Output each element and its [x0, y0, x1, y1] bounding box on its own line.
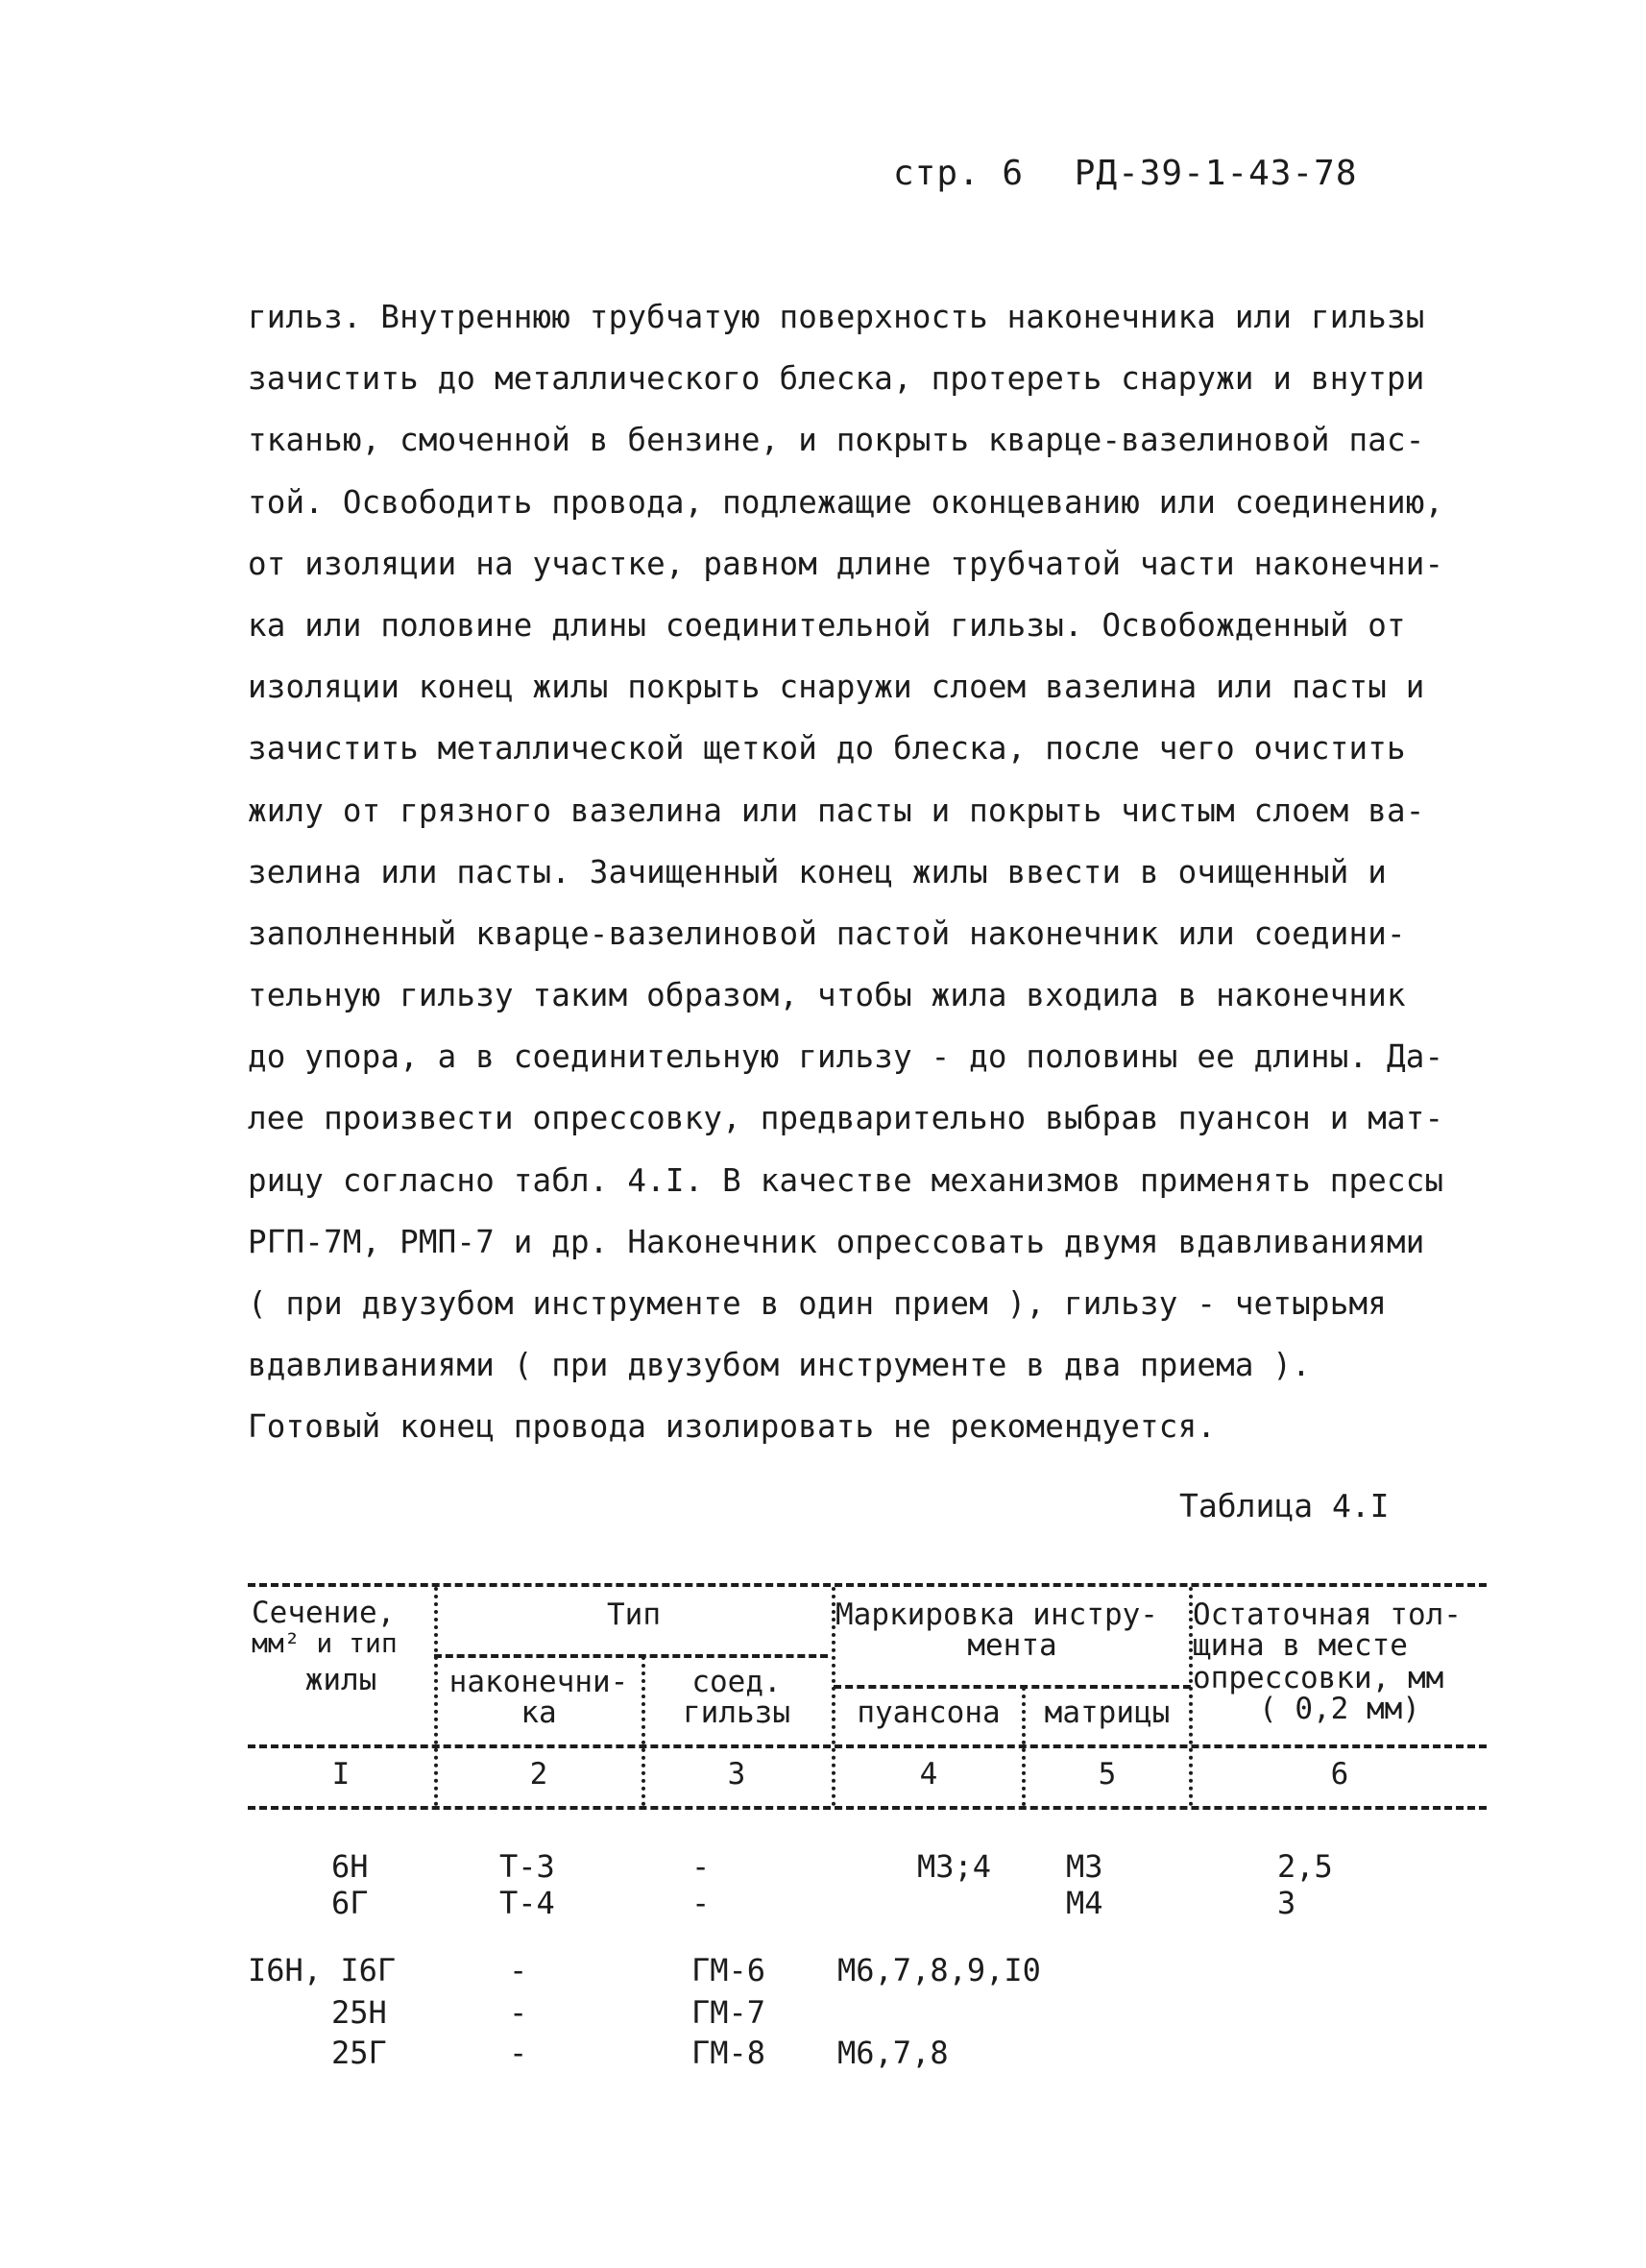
- column-number: 5: [1098, 1757, 1117, 1792]
- body-line: жилу от грязного вазелина или пасты и покрыть чистым слоем ва-: [248, 792, 1425, 829]
- body-line: лее произвести опрессовку, предварительно выбрав пуансон и мат-: [248, 1100, 1444, 1137]
- table-row-sleeve: ГМ-8: [691, 2035, 766, 2071]
- body-line: той. Освободить провода, подлежащие оконцеванию или соединению,: [248, 483, 1444, 521]
- column-number: 6: [1330, 1757, 1349, 1792]
- table-row-section: 6Н: [331, 1848, 369, 1885]
- body-line: рицу согласно табл. 4.I. В качестве механизмов применять прессы: [248, 1161, 1444, 1199]
- table-row-sleeve: ГМ-6: [691, 1952, 766, 1988]
- header-punch: пуансона: [857, 1695, 1001, 1730]
- page-number: стр. 6: [893, 154, 1025, 193]
- body-line: тканью, смоченной в бензине, и покрыть кварце-вазелиновой пас-: [248, 422, 1425, 459]
- body-line: РГП-7М, РМП-7 и др. Наконечник опрессовать двумя вдавливаниями: [248, 1223, 1425, 1260]
- body-line: до упора, а в соединительную гильзу - до половины ее длины. Да-: [248, 1038, 1444, 1076]
- header-thickness-line: опрессовки, мм: [1193, 1661, 1444, 1695]
- body-line: тельную гильзу таким образом, чтобы жила входила в наконечник: [248, 977, 1406, 1014]
- table-row-punch: М3;4: [917, 1848, 992, 1885]
- table-row-section: 6Г: [331, 1885, 369, 1921]
- header-type-group: Тип: [607, 1597, 661, 1632]
- table-row-punch: М6,7,8: [837, 2035, 949, 2071]
- table-row-tip: -: [509, 1952, 528, 1988]
- table-row-section: 25Н: [331, 1994, 387, 2031]
- header-marking-group: мента: [967, 1628, 1057, 1663]
- body-line: ка или половине длины соединительной гильзы. Освобожденный от: [248, 606, 1406, 644]
- header-section-line: жилы: [304, 1663, 377, 1697]
- table-row-tip: Т-3: [499, 1848, 555, 1885]
- header-thickness-line: ( 0,2 мм): [1259, 1692, 1420, 1726]
- body-line: заполненный кварце-вазелиновой пастой наконечник или соедини-: [248, 915, 1406, 952]
- column-number: 4: [919, 1757, 938, 1792]
- body-line: изоляции конец жилы покрыть снаружи слоем вазелина или пасты и: [248, 669, 1425, 706]
- header-thickness-line: Остаточная тол-: [1193, 1597, 1462, 1632]
- header-tip-line: ка: [520, 1695, 557, 1730]
- table-row-tip: Т-4: [499, 1885, 555, 1921]
- table-row-tip: -: [509, 2035, 528, 2071]
- header-sleeve-line: соед.: [691, 1665, 782, 1699]
- body-line: ( при двузубом инструменте в один прием ), гильзу - четырьмя: [248, 1285, 1387, 1322]
- body-line: гильз. Внутреннюю трубчатую поверхность наконечника или гильзы: [248, 299, 1425, 335]
- table-row-die: М4: [1066, 1885, 1103, 1921]
- table-row-thickness: 3: [1277, 1885, 1296, 1921]
- table-row-section: I6Н, I6Г: [248, 1952, 397, 1988]
- header-thickness-line: щина в месте: [1193, 1628, 1408, 1663]
- table-row-punch: М6,7,8,9,I0: [837, 1952, 1041, 1988]
- body-line: от изоляции на участке, равном длине трубчатой части наконечни-: [248, 545, 1444, 582]
- body-line: Готовый конец провода изолировать не рекомендуется.: [248, 1408, 1217, 1446]
- type-group-rule: [434, 1654, 828, 1658]
- table-row-tip: -: [509, 1994, 528, 2031]
- header-section-line: Сечение,: [252, 1596, 396, 1630]
- header-tip-line: наконечни-: [448, 1665, 629, 1699]
- document-code: РД-39-1-43-78: [1074, 154, 1358, 193]
- body-line: зелина или пасты. Зачищенный конец жилы ввести в очищенный и: [248, 853, 1387, 890]
- table-row-thickness: 2,5: [1277, 1848, 1333, 1885]
- body-line: вдавливаниями ( при двузубом инструменте в два приема ).: [248, 1347, 1311, 1384]
- marking-group-rule: [834, 1685, 1191, 1689]
- header-section-line: мм² и тип: [252, 1627, 398, 1659]
- table-caption: Таблица 4.I: [1179, 1487, 1390, 1524]
- column-number: 3: [727, 1757, 746, 1792]
- column-number: I: [331, 1757, 351, 1792]
- table-row-die: М3: [1066, 1848, 1103, 1885]
- table-row-sleeve: ГМ-7: [691, 1994, 766, 2031]
- body-line: зачистить металлической щеткой до блеска, после чего очистить: [248, 730, 1406, 768]
- table-row-section: 25Г: [331, 2035, 387, 2071]
- table-row-sleeve: -: [691, 1885, 711, 1921]
- body-line: зачистить до металлического блеска, протереть снаружи и внутри: [248, 360, 1425, 398]
- table-row-sleeve: -: [691, 1848, 711, 1885]
- header-sleeve-line: гильзы: [683, 1695, 790, 1730]
- header-die: матрицы: [1044, 1695, 1171, 1730]
- header-marking-group: Маркировка инстру-: [835, 1597, 1158, 1632]
- column-number: 2: [529, 1757, 548, 1792]
- numbers-bottom-rule: [248, 1806, 1487, 1810]
